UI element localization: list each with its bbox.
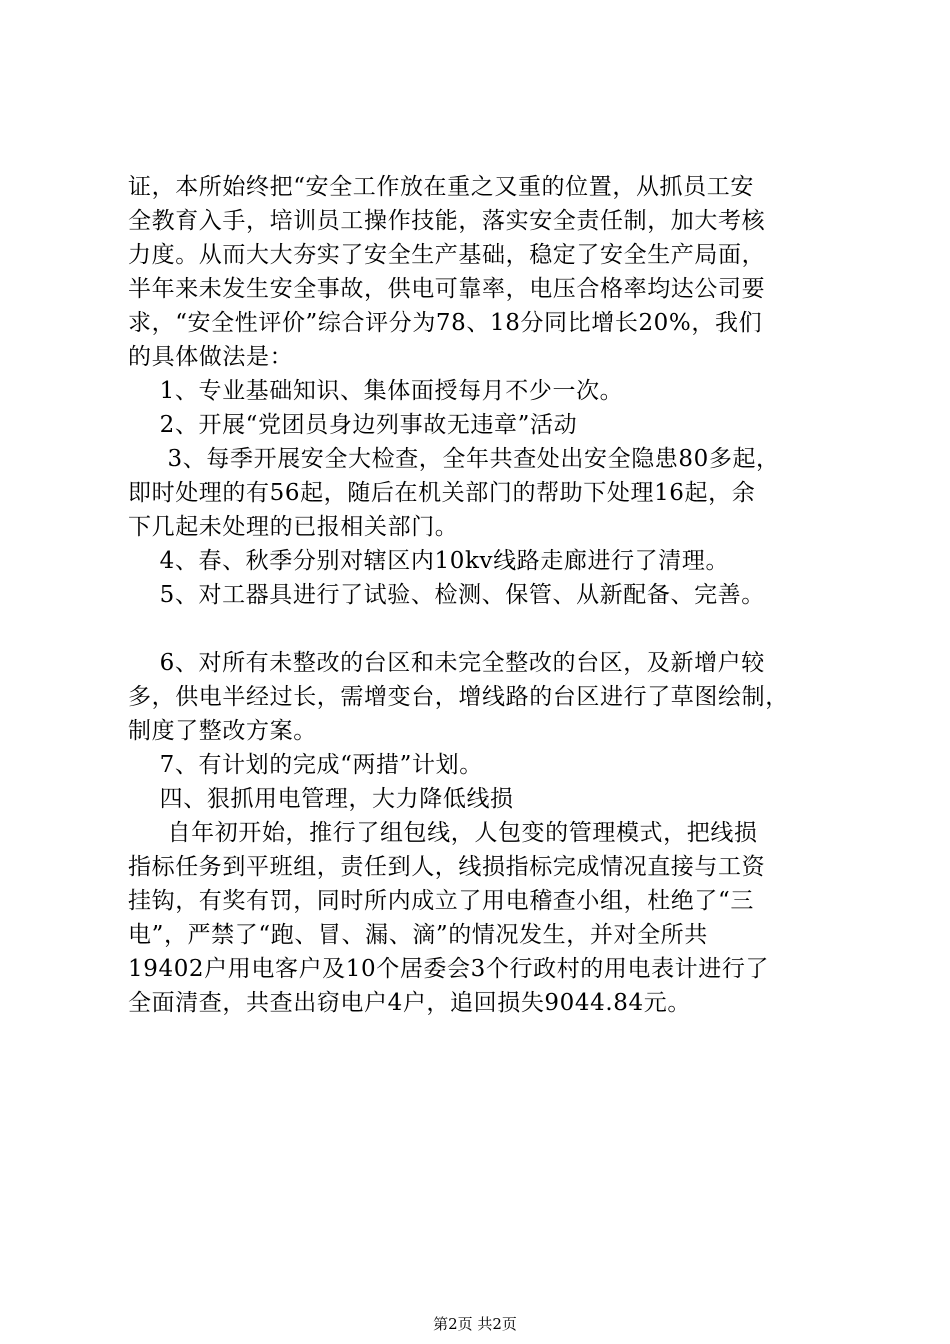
text-line: 全面清查，共查出窃电户4户，追回损失9044.84元。 bbox=[128, 990, 691, 1016]
text-line: 力度。从而大大夯实了安全生产基础，稳定了安全生产局面， bbox=[128, 242, 766, 268]
text-line: 制度了整改方案。 bbox=[128, 718, 317, 744]
text-line: 6、对所有未整改的台区和未完全整改的台区，及新增户较 bbox=[128, 650, 765, 676]
text-line: 自年初开始，推行了组包线，人包变的管理模式，把线损 bbox=[128, 820, 758, 846]
text-line: 全教育入手，培训员工操作技能，落实安全责任制，加大考核 bbox=[128, 208, 766, 234]
text-line: 7、有计划的完成“两措”计划。 bbox=[128, 752, 483, 778]
text-line: 指标任务到平班组，责任到人，线损指标完成情况直接与工资 bbox=[128, 854, 766, 880]
text-line: 4、春、秋季分别对辖区内10kv线路走廊进行了清理。 bbox=[128, 548, 730, 574]
text-line: 5、对工器具进行了试验、检测、保管、从新配备、完善。 bbox=[128, 582, 765, 608]
text-line: 即时处理的有56起，随后在机关部门的帮助下处理16起，余 bbox=[128, 480, 756, 506]
paragraph-gap bbox=[128, 612, 828, 646]
document-body bbox=[128, 170, 828, 1020]
text-line: 下几起未处理的已报相关部门。 bbox=[128, 514, 459, 540]
text-line: 的具体做法是： bbox=[128, 344, 294, 370]
text-line: 2、开展“党团员身边列事故无违章”活动 bbox=[128, 412, 578, 438]
text-line: 挂钩，有奖有罚，同时所内成立了用电稽查小组，杜绝了“三 bbox=[128, 888, 754, 914]
page-footer: 第2页 共2页 bbox=[433, 1315, 517, 1333]
text-line: 多，供电半经过长，需增变台，增线路的台区进行了草图绘制， bbox=[128, 684, 789, 710]
section-heading: 四、狠抓用电管理，大力降低线损 bbox=[128, 786, 514, 812]
text-line: 证，本所始终把“安全工作放在重之又重的位置，从抓员工安 bbox=[128, 174, 754, 200]
text-line: 电”，严禁了“跑、冒、漏、滴”的情况发生，并对全所共 bbox=[128, 922, 708, 948]
text-line: 19402户用电客户及10个居委会3个行政村的用电表计进行了 bbox=[128, 956, 770, 982]
text-line: 求，“安全性评价”综合评分为78、18分同比增长20%，我们 bbox=[128, 310, 763, 336]
text-line: 半年来未发生安全事故，供电可靠率，电压合格率均达公司要 bbox=[128, 276, 766, 302]
text-line: 3、每季开展安全大检查，全年共查处出安全隐患80多起， bbox=[128, 446, 780, 472]
text-line: 1、专业基础知识、集体面授每月不少一次。 bbox=[128, 378, 624, 404]
